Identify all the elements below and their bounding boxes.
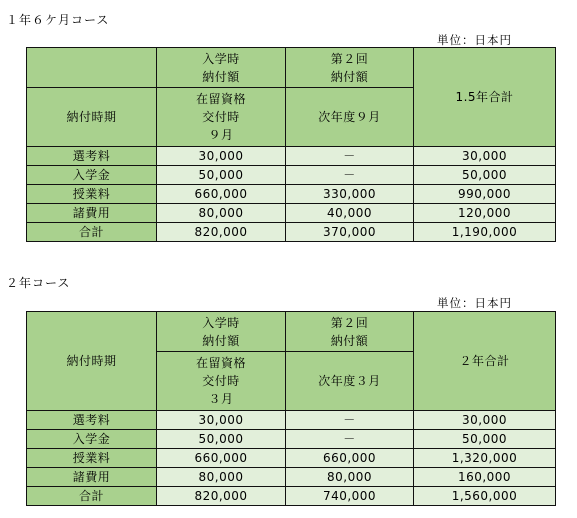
row-label: 選考料 [27,147,157,166]
col2-bottom-header: 次年度９月 [286,88,414,147]
period-label: 納付時期 [27,88,157,147]
value-cell: － [286,166,414,185]
value-cell: 820,000 [157,487,286,506]
course1-fee-table [26,47,556,242]
total-cell: 1,320,000 [414,449,556,468]
table-row [27,204,556,223]
course2-fee-table [26,311,556,506]
table-row [27,185,556,204]
value-cell: 80,000 [286,468,414,487]
value-cell: 740,000 [286,487,414,506]
row-label: 入学金 [27,430,157,449]
value-cell: 80,000 [157,204,286,223]
value-cell: 80,000 [157,468,286,487]
course2-title: ２年コース [6,276,71,290]
total-cell: 120,000 [414,204,556,223]
table-row [27,430,556,449]
col2-bottom-header: 次年度３月 [286,352,414,411]
row-label: 選考料 [27,411,157,430]
header-row-top [27,48,556,88]
value-cell: 50,000 [157,430,286,449]
total-header: 1.5年合計 [414,48,556,147]
total-cell: 30,000 [414,411,556,430]
value-cell: 40,000 [286,204,414,223]
row-label: 授業料 [27,185,157,204]
table-row [27,449,556,468]
col1-top-header: 入学時 納付額 [157,48,286,88]
value-cell: － [286,147,414,166]
course2-unit-label: 単位：日本円 [437,296,512,310]
value-cell: 50,000 [157,166,286,185]
value-cell: － [286,411,414,430]
value-cell: 370,000 [286,223,414,242]
col2-top-header: 第２回 納付額 [286,48,414,88]
course1-title: １年６ケ月コース [6,13,110,27]
value-cell: － [286,430,414,449]
value-cell: 820,000 [157,223,286,242]
value-cell: 30,000 [157,147,286,166]
col2-top-header: 第２回 納付額 [286,312,414,352]
row-label: 諸費用 [27,468,157,487]
total-cell: 1,560,000 [414,487,556,506]
value-cell: 660,000 [157,449,286,468]
row-label: 合計 [27,487,157,506]
table-row [27,166,556,185]
header-row-top [27,312,556,352]
table-row [27,468,556,487]
course1-unit-label: 単位：日本円 [437,33,512,47]
value-cell: 660,000 [157,185,286,204]
value-cell: 330,000 [286,185,414,204]
table-row [27,147,556,166]
table-row-total [27,487,556,506]
col1-bottom-header: 在留資格 交付時 ３月 [157,352,286,411]
total-cell: 990,000 [414,185,556,204]
row-label: 入学金 [27,166,157,185]
value-cell: 660,000 [286,449,414,468]
table-row-total [27,223,556,242]
row-label: 合計 [27,223,157,242]
total-cell: 50,000 [414,430,556,449]
header-blank-cell [27,48,157,88]
table-row [27,411,556,430]
col1-top-header: 入学時 納付額 [157,312,286,352]
total-cell: 1,190,000 [414,223,556,242]
period-label: 納付時期 [27,312,157,411]
total-cell: 30,000 [414,147,556,166]
total-cell: 160,000 [414,468,556,487]
col1-bottom-header: 在留資格 交付時 ９月 [157,88,286,147]
row-label: 諸費用 [27,204,157,223]
total-header: ２年合計 [414,312,556,411]
row-label: 授業料 [27,449,157,468]
total-cell: 50,000 [414,166,556,185]
value-cell: 30,000 [157,411,286,430]
